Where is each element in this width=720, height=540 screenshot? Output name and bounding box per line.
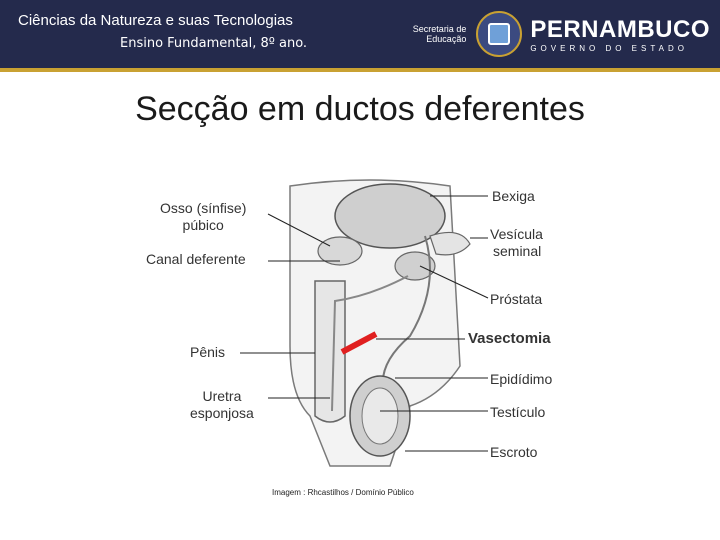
label-vesicula [490, 226, 543, 260]
label-prostata: Próstata [490, 291, 543, 307]
label-vesicula-line2: seminal [493, 243, 542, 259]
label-canal-deferente: Canal deferente [146, 251, 246, 267]
brand-subtitle: GOVERNO DO ESTADO [530, 43, 688, 53]
secretaria-line2: Educação [426, 34, 467, 44]
header-title: Ciências da Natureza e suas Tecnologias [18, 12, 293, 29]
label-uretra [190, 388, 254, 422]
label-penis: Pênis [190, 344, 226, 360]
label-vasectomia: Vasectomia [468, 330, 551, 347]
anatomy-figure [140, 166, 580, 478]
label-epididimo: Epidídimo [490, 371, 553, 387]
pernambuco-wordmark [530, 16, 710, 53]
secretaria-label [413, 24, 467, 44]
seminal-vesicle-shape [430, 232, 470, 254]
header-divider [0, 68, 720, 72]
brand-name: PERNAMBUCO [530, 15, 710, 43]
image-credit: Imagem : Rhcastilhos / Domínio Público [272, 488, 414, 497]
secretaria-line1: Secretaria de [412, 24, 467, 34]
testis-inner-shape [362, 388, 398, 444]
label-osso-line1: Osso (sínfise) [160, 200, 247, 216]
label-escroto: Escroto [490, 444, 538, 460]
slide-header [0, 0, 720, 68]
label-osso-line2: púbico [182, 217, 224, 233]
header-subtitle: Ensino Fundamental, 8º ano. [120, 36, 308, 51]
label-osso [160, 200, 246, 234]
government-logo [413, 10, 710, 58]
label-testiculo: Testículo [490, 404, 546, 420]
label-uretra-line1: Uretra [202, 388, 242, 404]
label-vesicula-line1: Vesícula [490, 226, 543, 242]
label-uretra-line2: esponjosa [190, 405, 254, 421]
label-bexiga: Bexiga [492, 188, 535, 204]
state-seal-icon [476, 11, 522, 57]
penis-shape [315, 281, 345, 422]
slide-title: Secção em ductos deferentes [135, 90, 585, 128]
